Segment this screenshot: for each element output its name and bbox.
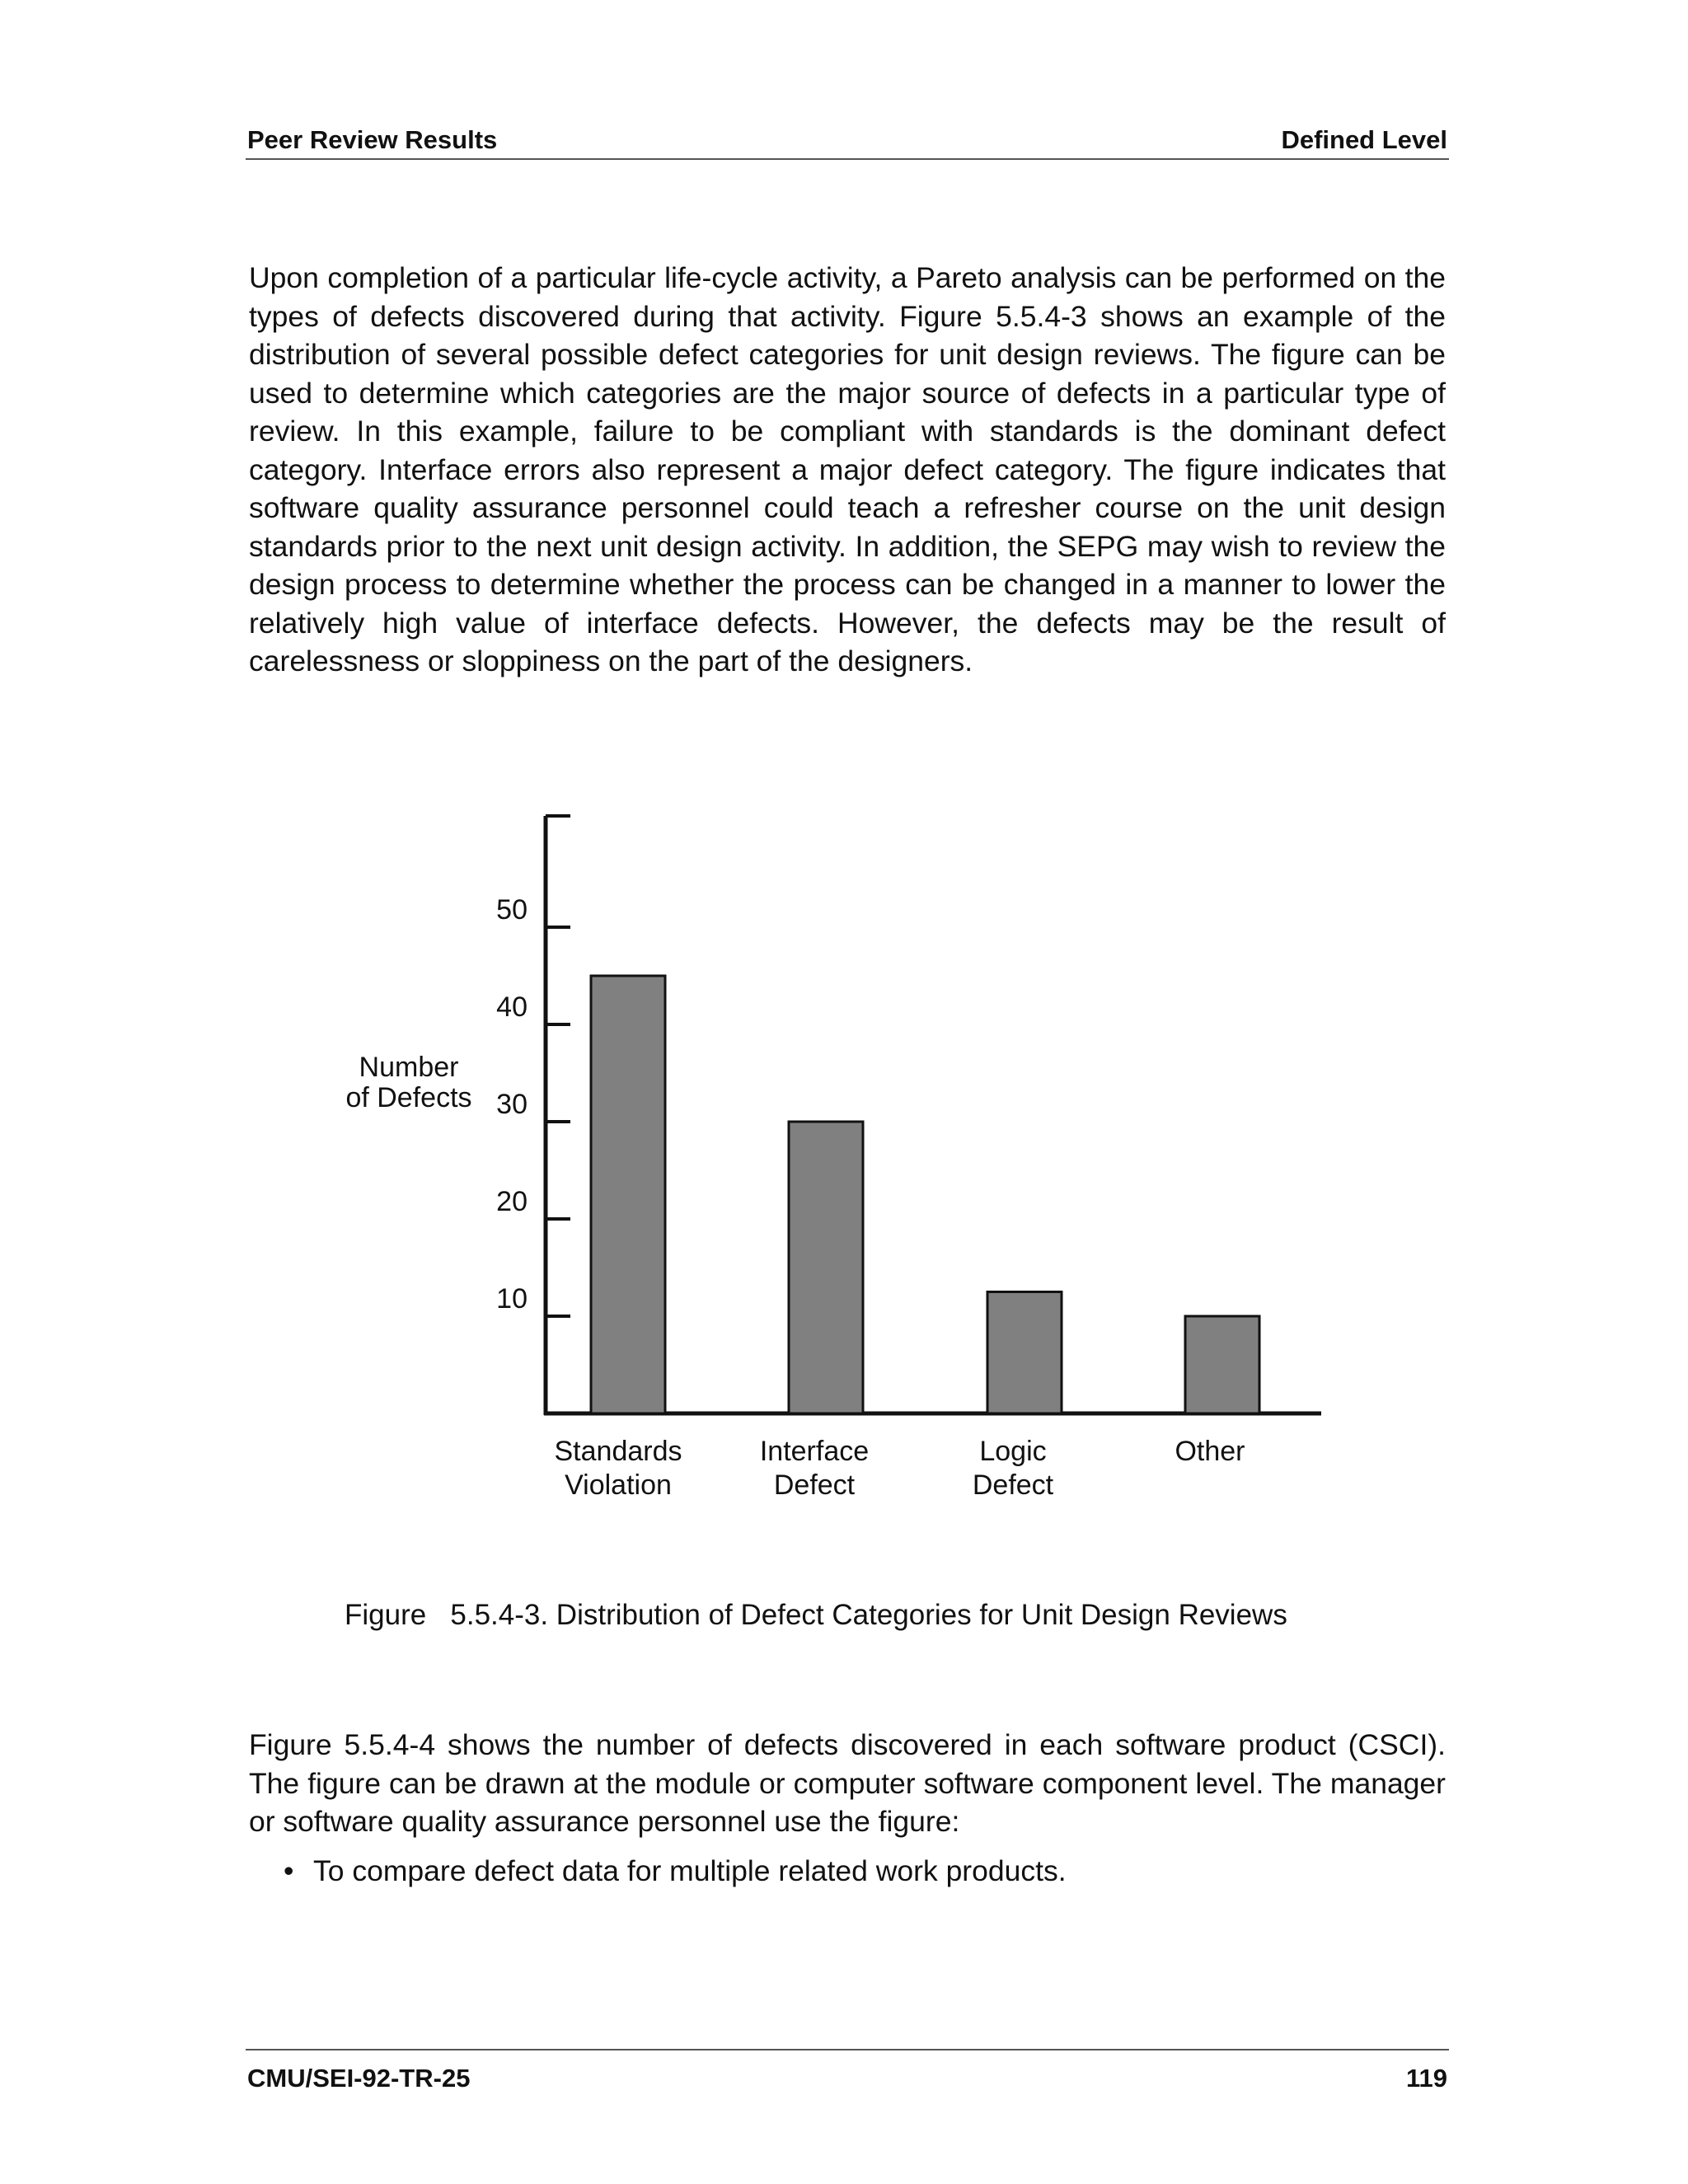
bar (987, 1292, 1062, 1414)
y-tick-label: 50 (496, 894, 528, 926)
y-axis-label: Number (359, 1052, 459, 1083)
y-tick-label: 10 (496, 1283, 528, 1315)
header-section-title: Peer Review Results (247, 125, 498, 154)
y-axis-label: of Defects (345, 1082, 472, 1113)
chart-svg (330, 799, 1368, 1525)
bar (1185, 1316, 1259, 1413)
body-paragraph-1: Upon completion of a particular life-cycle activity, a Pareto analysis can be performed on the types of defects discovered during that activity. Figure 5.5.4-3 shows an example of the distribution of several possible defect categories for unit design reviews. The figure can be used to determine which categories are the major source of defects in a particular type of review. In this example, failure to be compliant with standards is the dominant defect category. Interface errors also represent a major defect category. The figure indicates that software quality assurance personnel could teach a refresher course on the unit design standards prior to the next unit design activity. In addition, the SEPG may wish to review the design process to determine whether the process can be changed in a manner to lower the relatively high value of interface defects. However, the defects may be the result of carelessness or sloppiness on the part of the designers. (249, 261, 1446, 677)
list-item (282, 1854, 1067, 1888)
page-footer (246, 2049, 1449, 2092)
x-category-label: Interface (759, 1436, 870, 1467)
bar (789, 1122, 863, 1413)
bullet-list (282, 1854, 1067, 1888)
x-category-label: Other (1175, 1436, 1245, 1467)
footer-report-id: CMU/SEI-92-TR-25 (247, 2064, 471, 2093)
body-paragraph-2: Figure 5.5.4-4 shows the number of defects discovered in each software product (CSCI). The figure can be drawn at the module or computer software component level. The manager or software quality assurance personnel use the figure: (249, 1728, 1446, 1838)
page-number: 119 (1405, 2064, 1447, 2093)
bullet-text: To compare defect data for multiple related work products. (313, 1854, 1067, 1887)
y-tick-label: 30 (496, 1089, 528, 1120)
x-category-label: Defect (972, 1469, 1054, 1501)
y-tick-label: 20 (496, 1186, 528, 1217)
x-category-label: Logic (979, 1436, 1047, 1467)
defect-category-chart (330, 799, 1368, 1529)
bar (591, 976, 665, 1413)
header-level-title: Defined Level (1281, 125, 1447, 154)
page-header (246, 124, 1449, 160)
bullet-marker: • (284, 1854, 294, 1887)
figure-caption: Figure 5.5.4-3. Distribution of Defect Categories for Unit Design Reviews (345, 1599, 1287, 1631)
x-category-label: Violation (565, 1469, 672, 1501)
y-tick-label: 40 (496, 991, 528, 1023)
x-category-label: Defect (773, 1469, 856, 1501)
x-category-label: Standards (554, 1436, 682, 1467)
